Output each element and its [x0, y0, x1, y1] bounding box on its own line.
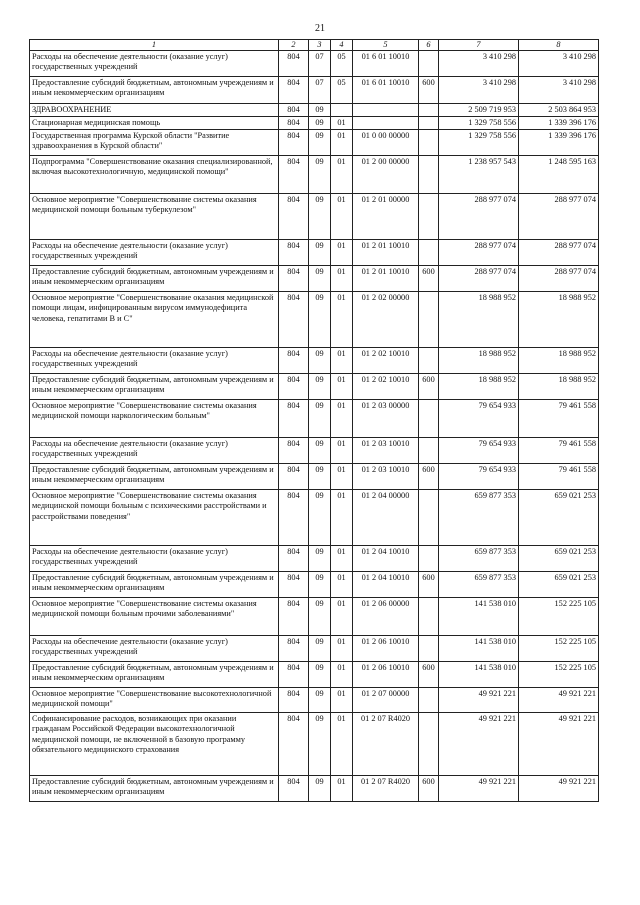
subsection-code-cell: 01 — [331, 464, 353, 490]
target-article-cell: 01 0 00 00000 — [353, 130, 419, 156]
expense-type-cell — [419, 490, 439, 546]
row-name-cell: Расходы на обеспечение деятельности (оказание услуг) государственных учреждений — [30, 240, 279, 266]
row-name-cell: Предоставление субсидий бюджетным, автономным учреждениям и иным некоммерческим организациям — [30, 374, 279, 400]
target-article-cell: 01 2 04 10010 — [353, 572, 419, 598]
row-name-cell: ЗДРАВООХРАНЕНИЕ — [30, 104, 279, 117]
expense-type-cell: 600 — [419, 266, 439, 292]
ministry-code-cell: 804 — [279, 636, 309, 662]
amount-year1-cell: 1 329 758 556 — [439, 117, 519, 130]
expense-type-cell — [419, 51, 439, 77]
amount-year2-cell: 3 410 298 — [519, 77, 599, 104]
table-row — [30, 464, 599, 490]
header-cell: 2 — [279, 40, 309, 51]
row-name-cell: Основное мероприятие "Совершенствование системы оказания медицинской помощи наркологическим больным" — [30, 400, 279, 438]
row-name-cell: Расходы на обеспечение деятельности (оказание услуг) государственных учреждений — [30, 51, 279, 77]
expense-type-cell — [419, 130, 439, 156]
expense-type-cell — [419, 598, 439, 636]
amount-year2-cell: 659 021 253 — [519, 490, 599, 546]
ministry-code-cell: 804 — [279, 266, 309, 292]
header-cell: 4 — [331, 40, 353, 51]
amount-year2-cell: 18 988 952 — [519, 374, 599, 400]
amount-year2-cell: 659 021 253 — [519, 546, 599, 572]
table-row — [30, 713, 599, 776]
ministry-code-cell: 804 — [279, 117, 309, 130]
section-code-cell: 09 — [309, 546, 331, 572]
target-article-cell: 01 2 00 00000 — [353, 156, 419, 194]
row-name-cell: Предоставление субсидий бюджетным, автономным учреждениям и иным некоммерческим организациям — [30, 662, 279, 688]
amount-year2-cell: 18 988 952 — [519, 292, 599, 348]
target-article-cell: 01 6 01 10010 — [353, 77, 419, 104]
amount-year1-cell: 1 238 957 543 — [439, 156, 519, 194]
amount-year1-cell: 141 538 010 — [439, 598, 519, 636]
ministry-code-cell: 804 — [279, 194, 309, 240]
target-article-cell: 01 2 03 10010 — [353, 464, 419, 490]
target-article-cell: 01 2 06 00000 — [353, 598, 419, 636]
header-row — [30, 40, 599, 51]
table-row — [30, 348, 599, 374]
subsection-code-cell: 01 — [331, 546, 353, 572]
amount-year1-cell: 2 509 719 953 — [439, 104, 519, 117]
section-code-cell: 09 — [309, 688, 331, 713]
section-code-cell: 09 — [309, 636, 331, 662]
expense-type-cell — [419, 636, 439, 662]
table-row — [30, 130, 599, 156]
amount-year2-cell: 2 503 864 953 — [519, 104, 599, 117]
target-article-cell: 01 2 07 00000 — [353, 688, 419, 713]
row-name-cell: Расходы на обеспечение деятельности (оказание услуг) государственных учреждений — [30, 348, 279, 374]
subsection-code-cell: 01 — [331, 776, 353, 802]
target-article-cell: 01 2 03 10010 — [353, 438, 419, 464]
expense-type-cell: 600 — [419, 572, 439, 598]
table-row — [30, 490, 599, 546]
table-row — [30, 51, 599, 77]
expense-type-cell — [419, 348, 439, 374]
section-code-cell: 09 — [309, 266, 331, 292]
expense-type-cell: 600 — [419, 374, 439, 400]
target-article-cell — [353, 104, 419, 117]
amount-year1-cell: 49 921 221 — [439, 776, 519, 802]
target-article-cell: 01 6 01 10010 — [353, 51, 419, 77]
subsection-code-cell: 01 — [331, 636, 353, 662]
target-article-cell: 01 2 03 00000 — [353, 400, 419, 438]
ministry-code-cell: 804 — [279, 688, 309, 713]
table-row — [30, 662, 599, 688]
expense-type-cell — [419, 438, 439, 464]
amount-year2-cell: 152 225 105 — [519, 598, 599, 636]
ministry-code-cell: 804 — [279, 662, 309, 688]
amount-year1-cell: 3 410 298 — [439, 51, 519, 77]
amount-year2-cell: 79 461 558 — [519, 400, 599, 438]
table-row — [30, 194, 599, 240]
table-row — [30, 572, 599, 598]
ministry-code-cell: 804 — [279, 77, 309, 104]
amount-year2-cell: 79 461 558 — [519, 438, 599, 464]
amount-year2-cell: 79 461 558 — [519, 464, 599, 490]
ministry-code-cell: 804 — [279, 130, 309, 156]
amount-year1-cell: 659 877 353 — [439, 572, 519, 598]
table-row — [30, 77, 599, 104]
ministry-code-cell: 804 — [279, 776, 309, 802]
ministry-code-cell: 804 — [279, 51, 309, 77]
expense-type-cell — [419, 688, 439, 713]
row-name-cell: Основное мероприятие "Совершенствование системы оказания медицинской помощи больным прочими заболеваниями" — [30, 598, 279, 636]
amount-year1-cell: 79 654 933 — [439, 438, 519, 464]
subsection-code-cell — [331, 104, 353, 117]
ministry-code-cell: 804 — [279, 400, 309, 438]
ministry-code-cell: 804 — [279, 546, 309, 572]
subsection-code-cell: 01 — [331, 400, 353, 438]
section-code-cell: 09 — [309, 598, 331, 636]
ministry-code-cell: 804 — [279, 292, 309, 348]
subsection-code-cell: 01 — [331, 348, 353, 374]
table-row — [30, 688, 599, 713]
amount-year2-cell: 288 977 074 — [519, 266, 599, 292]
header-cell: 1 — [30, 40, 279, 51]
section-code-cell: 09 — [309, 348, 331, 374]
amount-year1-cell: 288 977 074 — [439, 266, 519, 292]
amount-year2-cell: 49 921 221 — [519, 713, 599, 776]
amount-year2-cell: 49 921 221 — [519, 688, 599, 713]
row-name-cell: Стационарная медицинская помощь — [30, 117, 279, 130]
ministry-code-cell: 804 — [279, 438, 309, 464]
amount-year2-cell: 152 225 105 — [519, 636, 599, 662]
table-row — [30, 292, 599, 348]
amount-year2-cell: 49 921 221 — [519, 776, 599, 802]
row-name-cell: Основное мероприятие "Совершенствование системы оказания медицинской помощи больным туберкулезом" — [30, 194, 279, 240]
section-code-cell: 09 — [309, 194, 331, 240]
target-article-cell: 01 2 04 10010 — [353, 546, 419, 572]
section-code-cell: 09 — [309, 400, 331, 438]
page-number: 21 — [315, 23, 325, 34]
subsection-code-cell: 01 — [331, 194, 353, 240]
expense-type-cell — [419, 194, 439, 240]
table-row — [30, 438, 599, 464]
amount-year1-cell: 141 538 010 — [439, 636, 519, 662]
target-article-cell: 01 2 07 R4020 — [353, 713, 419, 776]
header-cell: 5 — [353, 40, 419, 51]
table-row — [30, 546, 599, 572]
target-article-cell: 01 2 02 00000 — [353, 292, 419, 348]
table-row — [30, 374, 599, 400]
row-name-cell: Государственная программа Курской области "Развитие здравоохранения в Курской области" — [30, 130, 279, 156]
amount-year2-cell: 659 021 253 — [519, 572, 599, 598]
amount-year2-cell: 1 339 396 176 — [519, 117, 599, 130]
subsection-code-cell: 05 — [331, 77, 353, 104]
ministry-code-cell: 804 — [279, 572, 309, 598]
expense-type-cell — [419, 400, 439, 438]
expense-type-cell: 600 — [419, 464, 439, 490]
header-cell: 6 — [419, 40, 439, 51]
target-article-cell: 01 2 01 00000 — [353, 194, 419, 240]
section-code-cell: 09 — [309, 572, 331, 598]
amount-year1-cell: 79 654 933 — [439, 464, 519, 490]
expense-type-cell — [419, 117, 439, 130]
target-article-cell: 01 2 06 10010 — [353, 662, 419, 688]
amount-year1-cell: 79 654 933 — [439, 400, 519, 438]
subsection-code-cell: 01 — [331, 117, 353, 130]
table-row — [30, 400, 599, 438]
row-name-cell: Предоставление субсидий бюджетным, автономным учреждениям и иным некоммерческим организациям — [30, 266, 279, 292]
table-row — [30, 117, 599, 130]
header-cell: 8 — [519, 40, 599, 51]
expense-type-cell — [419, 292, 439, 348]
row-name-cell: Расходы на обеспечение деятельности (оказание услуг) государственных учреждений — [30, 546, 279, 572]
subsection-code-cell: 01 — [331, 292, 353, 348]
target-article-cell: 01 2 02 10010 — [353, 374, 419, 400]
budget-table — [29, 39, 599, 802]
target-article-cell: 01 2 07 R4020 — [353, 776, 419, 802]
amount-year1-cell: 1 329 758 556 — [439, 130, 519, 156]
target-article-cell: 01 2 01 10010 — [353, 240, 419, 266]
amount-year1-cell: 141 538 010 — [439, 662, 519, 688]
subsection-code-cell: 05 — [331, 51, 353, 77]
amount-year2-cell: 18 988 952 — [519, 348, 599, 374]
table-row — [30, 598, 599, 636]
amount-year1-cell: 49 921 221 — [439, 688, 519, 713]
amount-year2-cell: 288 977 074 — [519, 194, 599, 240]
subsection-code-cell: 01 — [331, 266, 353, 292]
section-code-cell: 07 — [309, 77, 331, 104]
expense-type-cell — [419, 713, 439, 776]
subsection-code-cell: 01 — [331, 688, 353, 713]
amount-year1-cell: 659 877 353 — [439, 546, 519, 572]
table-row — [30, 636, 599, 662]
ministry-code-cell: 804 — [279, 156, 309, 194]
amount-year2-cell: 152 225 105 — [519, 662, 599, 688]
row-name-cell: Предоставление субсидий бюджетным, автономным учреждениям и иным некоммерческим организациям — [30, 572, 279, 598]
amount-year2-cell: 3 410 298 — [519, 51, 599, 77]
amount-year1-cell: 288 977 074 — [439, 194, 519, 240]
amount-year1-cell: 659 877 353 — [439, 490, 519, 546]
table-row — [30, 156, 599, 194]
amount-year1-cell: 288 977 074 — [439, 240, 519, 266]
amount-year1-cell: 3 410 298 — [439, 77, 519, 104]
section-code-cell: 09 — [309, 490, 331, 546]
subsection-code-cell: 01 — [331, 240, 353, 266]
row-name-cell: Предоставление субсидий бюджетным, автономным учреждениям и иным некоммерческим организациям — [30, 77, 279, 104]
ministry-code-cell: 804 — [279, 464, 309, 490]
subsection-code-cell: 01 — [331, 438, 353, 464]
section-code-cell: 09 — [309, 117, 331, 130]
row-name-cell: Предоставление субсидий бюджетным, автономным учреждениям и иным некоммерческим организациям — [30, 776, 279, 802]
ministry-code-cell: 804 — [279, 104, 309, 117]
expense-type-cell: 600 — [419, 776, 439, 802]
subsection-code-cell: 01 — [331, 374, 353, 400]
target-article-cell — [353, 117, 419, 130]
expense-type-cell: 600 — [419, 77, 439, 104]
section-code-cell: 09 — [309, 240, 331, 266]
amount-year1-cell: 18 988 952 — [439, 374, 519, 400]
subsection-code-cell: 01 — [331, 490, 353, 546]
section-code-cell: 09 — [309, 464, 331, 490]
section-code-cell: 09 — [309, 374, 331, 400]
table-row — [30, 776, 599, 802]
ministry-code-cell: 804 — [279, 348, 309, 374]
subsection-code-cell: 01 — [331, 572, 353, 598]
subsection-code-cell: 01 — [331, 662, 353, 688]
section-code-cell: 09 — [309, 156, 331, 194]
section-code-cell: 09 — [309, 713, 331, 776]
header-cell: 7 — [439, 40, 519, 51]
expense-type-cell — [419, 156, 439, 194]
subsection-code-cell: 01 — [331, 156, 353, 194]
row-name-cell: Подпрограмма "Совершенствование оказания специализированной, включая высокотехнологичную, медицинской помощи" — [30, 156, 279, 194]
expense-type-cell — [419, 104, 439, 117]
row-name-cell: Основное мероприятие "Совершенствование системы оказания медицинской помощи больным с психическими расстройствами и расстройствами поведения" — [30, 490, 279, 546]
row-name-cell: Софинансирование расходов, возникающих при оказании гражданам Российской Федерации высокотехнологичной медицинской помощи, не включенной в базовую программу обязательного медицинского страхования — [30, 713, 279, 776]
amount-year1-cell: 18 988 952 — [439, 292, 519, 348]
subsection-code-cell: 01 — [331, 598, 353, 636]
target-article-cell: 01 2 01 10010 — [353, 266, 419, 292]
section-code-cell: 07 — [309, 51, 331, 77]
section-code-cell: 09 — [309, 438, 331, 464]
amount-year2-cell: 1 339 396 176 — [519, 130, 599, 156]
section-code-cell: 09 — [309, 104, 331, 117]
target-article-cell: 01 2 02 10010 — [353, 348, 419, 374]
table-row — [30, 104, 599, 117]
amount-year1-cell: 18 988 952 — [439, 348, 519, 374]
amount-year1-cell: 49 921 221 — [439, 713, 519, 776]
target-article-cell: 01 2 06 10010 — [353, 636, 419, 662]
table-row — [30, 240, 599, 266]
expense-type-cell: 600 — [419, 662, 439, 688]
section-code-cell: 09 — [309, 292, 331, 348]
subsection-code-cell: 01 — [331, 130, 353, 156]
row-name-cell: Расходы на обеспечение деятельности (оказание услуг) государственных учреждений — [30, 636, 279, 662]
ministry-code-cell: 804 — [279, 713, 309, 776]
subsection-code-cell: 01 — [331, 713, 353, 776]
expense-type-cell — [419, 240, 439, 266]
ministry-code-cell: 804 — [279, 240, 309, 266]
header-cell: 3 — [309, 40, 331, 51]
row-name-cell: Предоставление субсидий бюджетным, автономным учреждениям и иным некоммерческим организациям — [30, 464, 279, 490]
row-name-cell: Основное мероприятие "Совершенствование высокотехнологичной медицинской помощи" — [30, 688, 279, 713]
table-row — [30, 266, 599, 292]
ministry-code-cell: 804 — [279, 598, 309, 636]
row-name-cell: Основное мероприятие "Совершенствование оказания медицинской помощи лицам, инфицированным вирусом иммунодефицита человека, гепатитами В и С" — [30, 292, 279, 348]
target-article-cell: 01 2 04 00000 — [353, 490, 419, 546]
ministry-code-cell: 804 — [279, 490, 309, 546]
ministry-code-cell: 804 — [279, 374, 309, 400]
section-code-cell: 09 — [309, 776, 331, 802]
expense-type-cell — [419, 546, 439, 572]
section-code-cell: 09 — [309, 130, 331, 156]
row-name-cell: Расходы на обеспечение деятельности (оказание услуг) государственных учреждений — [30, 438, 279, 464]
amount-year2-cell: 288 977 074 — [519, 240, 599, 266]
section-code-cell: 09 — [309, 662, 331, 688]
amount-year2-cell: 1 248 595 163 — [519, 156, 599, 194]
